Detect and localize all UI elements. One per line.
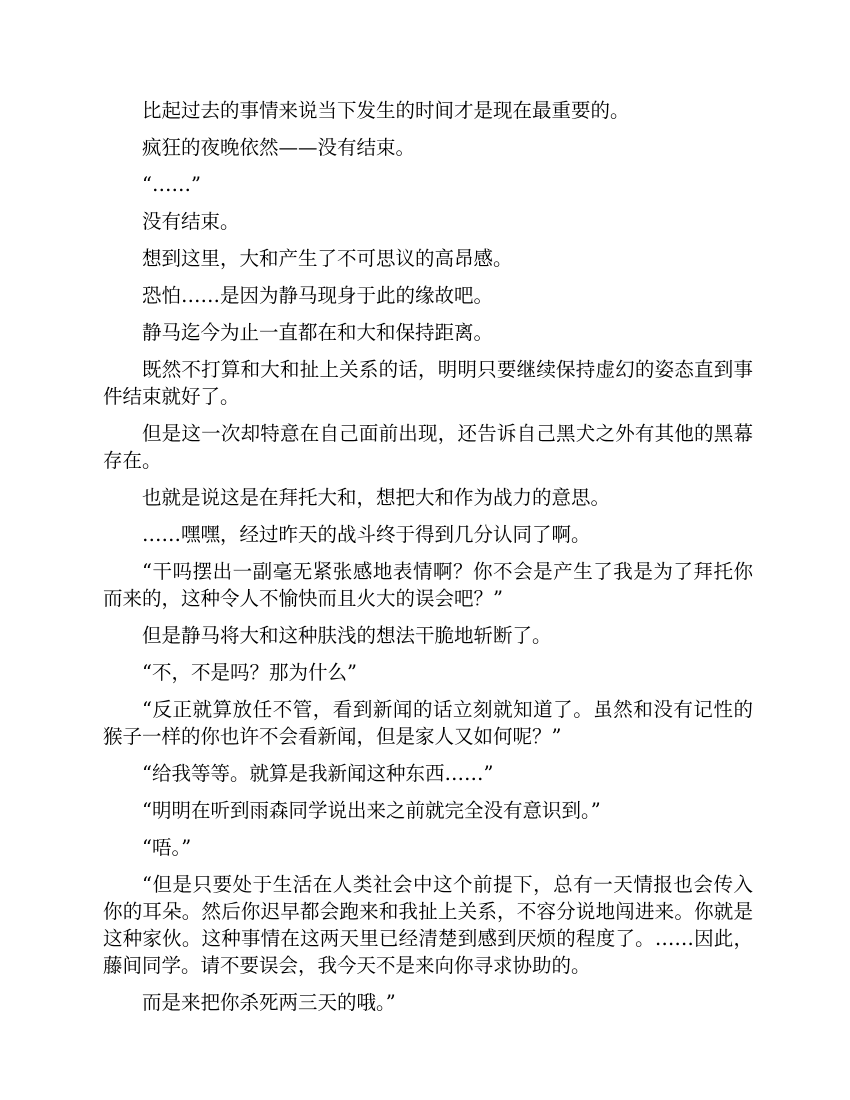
body-text [103, 97, 753, 1026]
paragraph: 静马迄今为止一直都在和大和保持距离。 [142, 321, 494, 344]
paragraph: “但是只要处于生活在人类社会中这个前提下，总有一天情报也会传入你的耳朵。然后你迟早都会跑来和我扯上关系，不容分说地闯进来。你就是这种家伙。这种事情在这两天里已经清楚到感到厌烦的程度了。……因此，藤间同学。请不要误会，我今天不是来向你寻求协助的。 [103, 873, 753, 977]
paragraph: 但是这一次却特意在自己面前出现，还告诉自己黑犬之外有其他的黑幕存在。 [103, 422, 753, 472]
paragraph: 想到这里，大和产生了不可思议的高昂感。 [142, 247, 513, 270]
paragraph: 但是静马将大和这种肤浅的想法干脆地斩断了。 [142, 624, 552, 647]
paragraph: 恐怕……是因为静马现身于此的缘故吧。 [142, 284, 494, 307]
paragraph: ……嘿嘿，经过昨天的战斗终于得到几分认同了啊。 [142, 523, 591, 546]
paragraph: “反正就算放任不管，看到新闻的话立刻就知道了。虽然和没有记性的猴子一样的你也许不会看新闻，但是家人又如何呢？” [103, 698, 753, 748]
paragraph: “明明在听到雨森同学说出来之前就完全没有意识到。” [142, 799, 601, 822]
paragraph: “唔。” [142, 836, 192, 859]
paragraph: “给我等等。就算是我新闻这种东西……” [142, 762, 494, 785]
paragraph: “不，不是吗？那为什么” [142, 661, 357, 684]
paragraph: 没有结束。 [142, 210, 240, 233]
paragraph: “干吗摆出一副毫无紧张感地表情啊？你不会是产生了我是为了拜托你而来的，这种令人不愉快而且火大的误会吧？” [103, 560, 753, 610]
paragraph: 比起过去的事情来说当下发生的时间才是现在最重要的。 [142, 99, 630, 122]
paragraph: 既然不打算和大和扯上关系的话，明明只要继续保持虚幻的姿态直到事件结束就好了。 [103, 358, 753, 408]
paragraph: 而是来把你杀死两三天的哦。” [142, 991, 396, 1014]
paragraph: 也就是说这是在拜托大和，想把大和作为战力的意思。 [142, 486, 611, 509]
paragraph: “……” [142, 173, 201, 196]
paragraph: 疯狂的夜晚依然——没有结束。 [142, 136, 416, 159]
